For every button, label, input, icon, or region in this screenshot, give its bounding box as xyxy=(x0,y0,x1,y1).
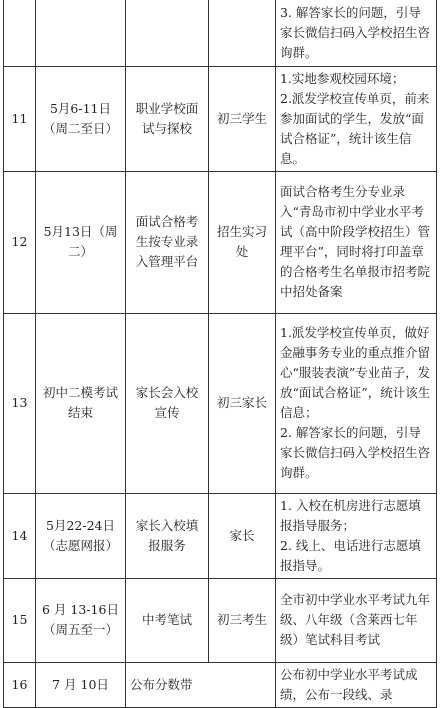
table-row xyxy=(4,493,437,578)
row-target: 家长 xyxy=(209,493,276,578)
detail-line: 1.派发学校宣传单页，做好金融事务专业的重点推介留心“服装表演”专业苗子，发放“面试合格证”，统计该生信息； xyxy=(280,325,431,420)
detail-line: 全市初中学业水平考试九年级、八年级（含莱西七年级）笔试科目考试 xyxy=(280,592,431,647)
table-row xyxy=(4,171,437,313)
row-time: 7 月 10日 xyxy=(36,662,126,707)
row-target: 初三家长 xyxy=(209,313,276,493)
row-target xyxy=(209,0,276,66)
table-row xyxy=(4,66,437,171)
row-content: 家长会入校宣传 xyxy=(126,313,209,493)
detail-line: 1. 入校在机房进行志愿填报指导服务； xyxy=(280,497,421,533)
row-detail xyxy=(276,0,437,66)
detail-line: 公布初中学业水平考试成绩，公布一段线、录 xyxy=(280,666,418,702)
row-number: 15 xyxy=(4,578,36,662)
row-target: 初三考生 xyxy=(209,578,276,662)
row-detail xyxy=(276,578,437,662)
table-row xyxy=(4,578,437,662)
row-target: 初三学生 xyxy=(209,66,276,171)
detail-line: 1.实地参观校园环境； xyxy=(280,70,405,86)
row-number: 16 xyxy=(4,662,36,707)
row-number xyxy=(4,0,36,66)
row-detail xyxy=(276,66,437,171)
row-content xyxy=(126,0,209,66)
row-content: 公布分数带 xyxy=(126,662,276,707)
row-detail xyxy=(276,171,437,313)
row-time: 5月13日（周二） xyxy=(36,171,126,313)
row-number: 14 xyxy=(4,493,36,578)
detail-line: 3. 解答家长的问题，引导家长微信扫码入学校招生咨询群。 xyxy=(280,4,431,60)
table-row xyxy=(4,313,437,493)
row-detail xyxy=(276,313,437,493)
row-content: 面试合格考生按专业录入管理平台 xyxy=(126,171,209,313)
row-time: 5月22-24日（志愿网报） xyxy=(36,493,126,578)
row-content: 中考笔试 xyxy=(126,578,209,662)
detail-line: 2. 线上、电话进行志愿填报指导。 xyxy=(280,537,421,573)
row-time: 5月6-11日（周二至日） xyxy=(36,66,126,171)
row-content: 家长入校填报服务 xyxy=(126,493,209,578)
table-row xyxy=(4,0,437,66)
row-number: 12 xyxy=(4,171,36,313)
row-number: 11 xyxy=(4,66,36,171)
row-number: 13 xyxy=(4,313,36,493)
row-target: 招生实习处 xyxy=(209,171,276,313)
schedule-table xyxy=(3,0,437,708)
row-time xyxy=(36,0,126,66)
detail-line: 2. 解答家长的问题，引导家长微信扫码入学校招生咨询群。 xyxy=(280,425,431,480)
table-row xyxy=(4,662,437,707)
row-content: 职业学校面试与探校 xyxy=(126,66,209,171)
row-detail xyxy=(276,493,437,578)
detail-line: 2.派发学校宣传单页，前来参加面试的学生，发放“面试合格证”，统计该生信息。 xyxy=(280,90,430,166)
row-time: 6 月 13-16日（周五至一） xyxy=(36,578,126,662)
row-time: 初中二模考试结束 xyxy=(36,313,126,493)
row-detail xyxy=(276,662,437,707)
detail-line: 面试合格考生分专业录入“青岛市初中学业水平考试（高中阶段学校招生）管理平台”，同时将打印盖章的合格考生名单报市招考院中招处备案 xyxy=(280,184,431,299)
